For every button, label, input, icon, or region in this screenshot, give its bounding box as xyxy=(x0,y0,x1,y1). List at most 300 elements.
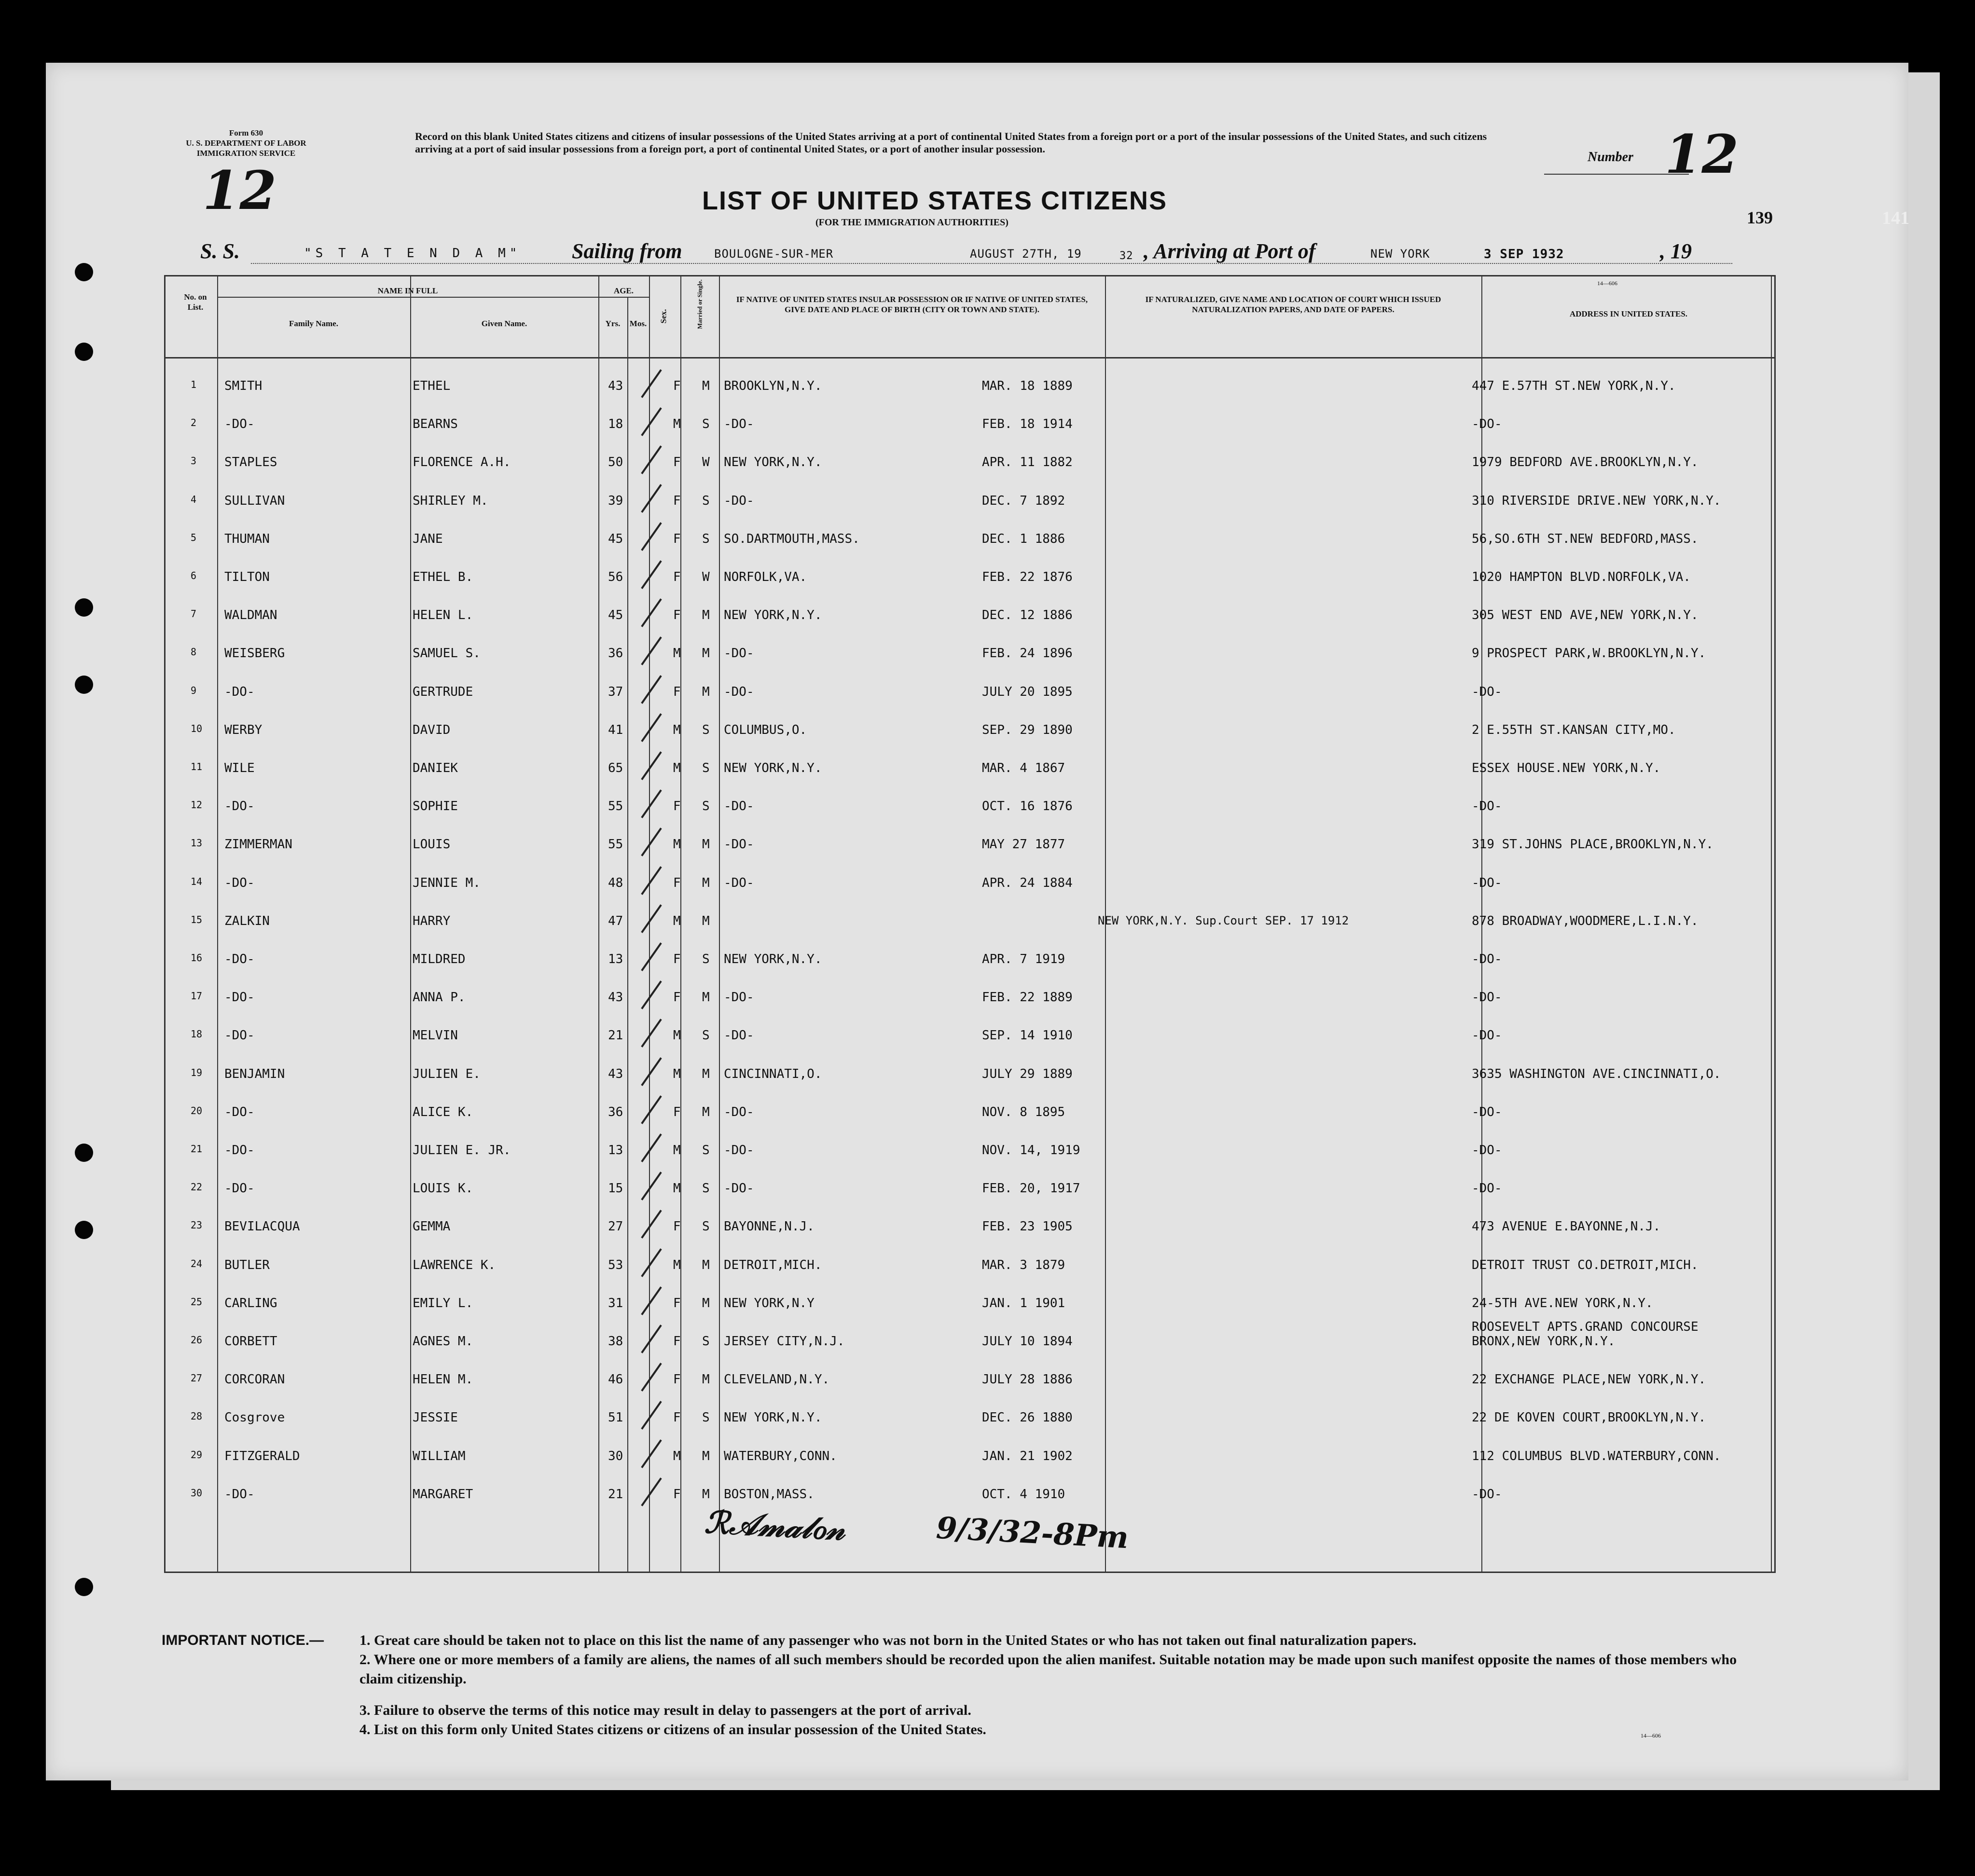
sex: M xyxy=(673,1448,681,1463)
birth-place: DETROIT,MICH. xyxy=(724,1257,822,1272)
row-number: 1 xyxy=(191,379,197,390)
row-number: 17 xyxy=(191,990,203,1002)
birth-date: FEB. 24 1896 xyxy=(982,646,1073,661)
table-row xyxy=(0,1219,1975,1257)
given-name: GEMMA xyxy=(413,1219,451,1234)
birth-place: CINCINNATI,O. xyxy=(724,1066,822,1081)
age-years: 43 xyxy=(608,990,623,1005)
family-name: CARLING xyxy=(224,1296,277,1310)
table-row xyxy=(0,1067,1975,1104)
number-value: 12 xyxy=(1665,123,1739,185)
row-number: 29 xyxy=(191,1448,203,1461)
us-address: 22 DE KOVEN COURT,BROOKLYN,N.Y. xyxy=(1472,1410,1706,1425)
age-years: 38 xyxy=(608,1334,623,1349)
marital-status: W xyxy=(702,455,710,470)
family-name: FITZGERALD xyxy=(224,1448,300,1463)
marital-status: M xyxy=(702,1372,710,1387)
marital-status: S xyxy=(702,1219,710,1234)
sex: F xyxy=(673,1372,681,1387)
age-years: 45 xyxy=(608,608,623,623)
sex: M xyxy=(673,722,681,737)
given-name: SAMUEL S. xyxy=(413,646,481,661)
row-number: 27 xyxy=(191,1372,203,1384)
family-name: ZIMMERMAN xyxy=(224,837,292,852)
us-address: DETROIT TRUST CO.DETROIT,MICH. xyxy=(1472,1257,1699,1272)
birth-place: CLEVELAND,N.Y. xyxy=(724,1372,830,1387)
us-address: 305 WEST END AVE,NEW YORK,N.Y. xyxy=(1472,608,1699,623)
inspector-signature: ℛ𝒜𝓂𝒶𝓁ℴ𝓃 xyxy=(704,1504,846,1548)
col-header-family: Family Name. xyxy=(289,319,338,328)
sex: F xyxy=(673,684,681,699)
age-years: 36 xyxy=(608,646,623,661)
sex: F xyxy=(673,1296,681,1310)
table-row xyxy=(0,952,1975,990)
marital-status: M xyxy=(702,1296,710,1310)
table-row xyxy=(0,1410,1975,1448)
sex: F xyxy=(673,455,681,470)
table-row xyxy=(0,417,1975,455)
family-name: -DO- xyxy=(224,1143,255,1158)
sex: M xyxy=(673,837,681,852)
row-number: 21 xyxy=(191,1143,203,1155)
family-name: WALDMAN xyxy=(224,608,277,623)
table-row xyxy=(0,532,1975,569)
row-number: 8 xyxy=(191,646,197,658)
col-header-birth: IF NATIVE OF UNITED STATES INSULAR POSSESSION OR IF NATIVE OF UNITED STATES, GIVE DATE AND PLACE OF BIRTH (CITY OR TOWN AND STATE). xyxy=(736,295,1088,314)
family-name: CORBETT xyxy=(224,1334,277,1349)
us-address: 2 E.55TH ST.KANSAN CITY,MO. xyxy=(1472,722,1676,737)
given-name: ALICE K. xyxy=(413,1104,473,1119)
age-years: 51 xyxy=(608,1410,623,1425)
family-name: THUMAN xyxy=(224,531,270,546)
row-number: 15 xyxy=(191,913,203,925)
birth-date: MAR. 18 1889 xyxy=(982,379,1073,393)
table-row xyxy=(0,1372,1975,1410)
us-address: 24-5TH AVE.NEW YORK,N.Y. xyxy=(1472,1296,1653,1310)
given-name: MILDRED xyxy=(413,952,466,966)
family-name: CORCORAN xyxy=(224,1372,285,1387)
birth-place: NEW YORK,N.Y. xyxy=(724,455,822,470)
marital-status: S xyxy=(702,1410,710,1425)
age-years: 18 xyxy=(608,417,623,432)
naturalization-info: NEW YORK,N.Y. Sup.Court SEP. 17 1912 xyxy=(1098,913,1349,927)
table-row xyxy=(0,1320,1975,1372)
notice-item-2: 2. Where one or more members of a family are aliens, the names of all such members should be recorded upon the alien manifest. Suitable notation may be made upon such manifest opposite the names of those members who claim citizenship. xyxy=(359,1652,1737,1687)
sex: F xyxy=(673,531,681,546)
table-row xyxy=(0,914,1975,952)
given-name: DAVID xyxy=(413,722,451,737)
given-name: EMILY L. xyxy=(413,1296,473,1310)
birth-date: NOV. 8 1895 xyxy=(982,1104,1065,1119)
punch-hole xyxy=(75,1578,93,1596)
col-header-name: NAME IN FULL xyxy=(377,286,438,295)
row-number: 28 xyxy=(191,1410,203,1422)
age-years: 55 xyxy=(608,799,623,814)
form-number: Form 630 xyxy=(229,128,263,138)
header-bottom-rule xyxy=(164,357,1776,359)
birth-date: DEC. 7 1892 xyxy=(982,493,1065,508)
family-name: -DO- xyxy=(224,1487,255,1502)
marital-status: M xyxy=(702,379,710,393)
table-row xyxy=(0,570,1975,607)
table-row xyxy=(0,1143,1975,1181)
ship-name: "S T A T E N D A M" xyxy=(304,246,521,261)
birth-date: APR. 24 1884 xyxy=(982,875,1073,890)
sailing-port: BOULOGNE-SUR-MER xyxy=(714,247,834,261)
sailing-underline xyxy=(251,263,1732,264)
row-number: 19 xyxy=(191,1066,203,1078)
given-name: SOPHIE xyxy=(413,799,458,814)
col-header-sex: Sex. xyxy=(659,309,668,324)
birth-place: -DO- xyxy=(724,1143,754,1158)
row-number: 26 xyxy=(191,1334,203,1346)
us-address: -DO- xyxy=(1472,799,1502,814)
col-header-naturalized: IF NATURALIZED, GIVE NAME AND LOCATION OF COURT WHICH ISSUED NATURALIZATION PAPERS, AND DATE OF PAPERS. xyxy=(1145,295,1441,314)
marital-status: M xyxy=(702,608,710,623)
print-code: 14—606 xyxy=(1597,280,1617,287)
birth-date: APR. 7 1919 xyxy=(982,952,1065,966)
birth-date: DEC. 12 1886 xyxy=(982,608,1073,623)
page-number-2: 141 xyxy=(1882,208,1909,228)
table-row xyxy=(0,799,1975,837)
birth-date: JAN. 21 1902 xyxy=(982,1448,1073,1463)
punch-hole xyxy=(75,343,93,361)
us-address: -DO- xyxy=(1472,1143,1502,1158)
age-years: 45 xyxy=(608,531,623,546)
us-address: -DO- xyxy=(1472,1104,1502,1119)
col-header-given: Given Name. xyxy=(481,319,527,328)
form-title: LIST OF UNITED STATES CITIZENS xyxy=(702,186,1167,215)
sex: F xyxy=(673,570,681,584)
row-number: 25 xyxy=(191,1296,203,1308)
marital-status: S xyxy=(702,417,710,432)
age-years: 36 xyxy=(608,1104,623,1119)
table-row xyxy=(0,1258,1975,1296)
sex: F xyxy=(673,1487,681,1502)
age-years: 30 xyxy=(608,1448,623,1463)
birth-date: FEB. 20, 1917 xyxy=(982,1181,1080,1196)
row-number: 14 xyxy=(191,875,203,887)
sex: F xyxy=(673,379,681,393)
marital-status: W xyxy=(702,570,710,584)
table-row xyxy=(0,1181,1975,1219)
birth-place: -DO- xyxy=(724,1028,754,1043)
birth-place: NEW YORK,N.Y xyxy=(724,1296,815,1310)
us-address: 3635 WASHINGTON AVE.CINCINNATI,O. xyxy=(1472,1066,1721,1081)
age-years: 21 xyxy=(608,1487,623,1502)
given-name: LOUIS K. xyxy=(413,1181,473,1196)
table-row xyxy=(0,837,1975,875)
age-years: 13 xyxy=(608,1143,623,1158)
marital-status: M xyxy=(702,990,710,1005)
age-years: 43 xyxy=(608,379,623,393)
form-subtitle: (FOR THE IMMIGRATION AUTHORITIES) xyxy=(815,217,1008,228)
marital-status: M xyxy=(702,646,710,661)
name-subheader-rule xyxy=(217,297,598,298)
birth-place: -DO- xyxy=(724,417,754,432)
age-years: 53 xyxy=(608,1257,623,1272)
age-years: 46 xyxy=(608,1372,623,1387)
family-name: SULLIVAN xyxy=(224,493,285,508)
row-number: 5 xyxy=(191,531,197,543)
row-number: 16 xyxy=(191,952,203,964)
sex: F xyxy=(673,799,681,814)
sailing-label: Sailing from xyxy=(572,239,682,263)
family-name: -DO- xyxy=(224,684,255,699)
age-years: 39 xyxy=(608,493,623,508)
row-number: 18 xyxy=(191,1028,203,1040)
row-number: 10 xyxy=(191,722,203,734)
arrival-date-stamp: 3 SEP 1932 xyxy=(1484,247,1564,262)
table-row xyxy=(0,1449,1975,1487)
row-number: 9 xyxy=(191,684,197,696)
col-header-mos: Mos. xyxy=(629,319,647,328)
sex: M xyxy=(673,417,681,432)
birth-place: JERSEY CITY,N.J. xyxy=(724,1334,845,1349)
birth-date: DEC. 26 1880 xyxy=(982,1410,1073,1425)
us-address: 878 BROADWAY,WOODMERE,L.I.N.Y. xyxy=(1472,913,1699,928)
row-number: 20 xyxy=(191,1104,203,1117)
marital-status: S xyxy=(702,761,710,775)
birth-date: MAR. 3 1879 xyxy=(982,1257,1065,1272)
given-name: JANE xyxy=(413,531,443,546)
family-name: Cosgrove xyxy=(224,1410,285,1425)
marital-status: S xyxy=(702,531,710,546)
family-name: WILE xyxy=(224,761,255,775)
marital-status: S xyxy=(702,1334,710,1349)
given-name: MELVIN xyxy=(413,1028,458,1043)
family-name: BENJAMIN xyxy=(224,1066,285,1081)
given-name: ETHEL B. xyxy=(413,570,473,584)
us-address: ROOSEVELT APTS.GRAND CONCOURSE BRONX,NEW YORK,N.Y. xyxy=(1472,1320,1699,1349)
sex: F xyxy=(673,1410,681,1425)
birth-date: FEB. 18 1914 xyxy=(982,417,1073,432)
birth-date: SEP. 29 1890 xyxy=(982,722,1073,737)
table-row xyxy=(0,1105,1975,1143)
col-header-address: ADDRESS IN UNITED STATES. xyxy=(1569,309,1688,318)
department-name: U. S. DEPARTMENT OF LABOR xyxy=(186,138,306,148)
age-years: 41 xyxy=(608,722,623,737)
marital-status: M xyxy=(702,1487,710,1502)
us-address: 447 E.57TH ST.NEW YORK,N.Y. xyxy=(1472,379,1676,393)
us-address: -DO- xyxy=(1472,1181,1502,1196)
birth-date: JAN. 1 1901 xyxy=(982,1296,1065,1310)
marital-status: M xyxy=(702,837,710,852)
marital-status: S xyxy=(702,952,710,966)
signature-date-note: 9/3/32-8Pm xyxy=(935,1510,1130,1556)
family-name: STAPLES xyxy=(224,455,277,470)
table-row xyxy=(0,646,1975,684)
birth-place: NEW YORK,N.Y. xyxy=(724,608,822,623)
given-name: ANNA P. xyxy=(413,990,466,1005)
birth-date: JULY 28 1886 xyxy=(982,1372,1073,1387)
sex: M xyxy=(673,646,681,661)
notice-item-3: 3. Failure to observe the terms of this notice may result in delay to passengers at the port of arrival. xyxy=(359,1702,971,1718)
col-header-no: No. on List. xyxy=(184,292,207,312)
sex: F xyxy=(673,1104,681,1119)
table-row xyxy=(0,494,1975,531)
birth-date: DEC. 1 1886 xyxy=(982,531,1065,546)
us-address: 56,SO.6TH ST.NEW BEDFORD,MASS. xyxy=(1472,531,1699,546)
us-address: -DO- xyxy=(1472,952,1502,966)
given-name: HELEN M. xyxy=(413,1372,473,1387)
us-address: ESSEX HOUSE.NEW YORK,N.Y. xyxy=(1472,761,1661,775)
family-name: -DO- xyxy=(224,990,255,1005)
marital-status: M xyxy=(702,1448,710,1463)
given-name: WILLIAM xyxy=(413,1448,466,1463)
us-address: -DO- xyxy=(1472,684,1502,699)
family-name: WEISBERG xyxy=(224,646,285,661)
table-row xyxy=(0,876,1975,913)
sex: M xyxy=(673,761,681,775)
us-address: 22 EXCHANGE PLACE,NEW YORK,N.Y. xyxy=(1472,1372,1706,1387)
birth-place: BROOKLYN,N.Y. xyxy=(724,379,822,393)
birth-place: -DO- xyxy=(724,1104,754,1119)
col-header-yrs: Yrs. xyxy=(605,319,621,328)
birth-date: JULY 20 1895 xyxy=(982,684,1073,699)
handwritten-number: 12 xyxy=(203,159,277,221)
us-address: 310 RIVERSIDE DRIVE.NEW YORK,N.Y. xyxy=(1472,493,1721,508)
birth-place: -DO- xyxy=(724,493,754,508)
age-years: 15 xyxy=(608,1181,623,1196)
marital-status: M xyxy=(702,1066,710,1081)
family-name: -DO- xyxy=(224,952,255,966)
marital-status: M xyxy=(702,875,710,890)
sex: F xyxy=(673,875,681,890)
marital-status: S xyxy=(702,1181,710,1196)
page-number-1: 139 xyxy=(1747,208,1773,227)
table-row xyxy=(0,379,1975,416)
age-years: 31 xyxy=(608,1296,623,1310)
marital-status: M xyxy=(702,1257,710,1272)
us-address: 112 COLUMBUS BLVD.WATERBURY,CONN. xyxy=(1472,1448,1721,1463)
age-years: 27 xyxy=(608,1219,623,1234)
form-instructions: Record on this blank United States citizens and citizens of insular possessions of the United States arriving at a port of continental United States from a foreign port or a port of the insular possessions of the United States, and such citizens arriving at a port of said insular possessions from a foreign port, a port of continental United States, or a port of another insular possession. xyxy=(415,130,1487,155)
family-name: TILTON xyxy=(224,570,270,584)
birth-place: NORFOLK,VA. xyxy=(724,570,807,584)
table-row xyxy=(0,608,1975,646)
marital-status: S xyxy=(702,1028,710,1043)
age-years: 47 xyxy=(608,913,623,928)
given-name: LOUIS xyxy=(413,837,451,852)
age-years: 55 xyxy=(608,837,623,852)
punch-hole xyxy=(75,263,93,281)
birth-place: -DO- xyxy=(724,990,754,1005)
sex: F xyxy=(673,1334,681,1349)
birth-date: MAR. 4 1867 xyxy=(982,761,1065,775)
birth-date: FEB. 23 1905 xyxy=(982,1219,1073,1234)
row-number: 12 xyxy=(191,799,203,811)
sailing-year: 32 xyxy=(1119,250,1133,262)
given-name: LAWRENCE K. xyxy=(413,1257,496,1272)
birth-place: NEW YORK,N.Y. xyxy=(724,952,822,966)
family-name: -DO- xyxy=(224,1181,255,1196)
given-name: HELEN L. xyxy=(413,608,473,623)
birth-place: NEW YORK,N.Y. xyxy=(724,1410,822,1425)
age-years: 65 xyxy=(608,761,623,775)
birth-place: -DO- xyxy=(724,837,754,852)
service-name: IMMIGRATION SERVICE xyxy=(196,149,296,158)
birth-place: SO.DARTMOUTH,MASS. xyxy=(724,531,860,546)
birth-place: COLUMBUS,O. xyxy=(724,722,807,737)
number-label: Number xyxy=(1588,150,1633,165)
birth-date: OCT. 4 1910 xyxy=(982,1487,1065,1502)
sex: M xyxy=(673,1143,681,1158)
year-suffix: , 19 xyxy=(1660,239,1692,263)
col-header-married: Married or Single. xyxy=(696,279,704,329)
sex: M xyxy=(673,913,681,928)
age-subheader-rule xyxy=(598,297,649,298)
family-name: -DO- xyxy=(224,799,255,814)
given-name: JULIEN E. JR. xyxy=(413,1143,511,1158)
us-address: 473 AVENUE E.BAYONNE,N.J. xyxy=(1472,1219,1661,1234)
col-header-age: AGE. xyxy=(613,286,634,295)
table-row xyxy=(0,1028,1975,1066)
birth-date: MAY 27 1877 xyxy=(982,837,1065,852)
age-years: 48 xyxy=(608,875,623,890)
arriving-label: , Arriving at Port of xyxy=(1144,239,1316,263)
table-row xyxy=(0,761,1975,799)
birth-place: -DO- xyxy=(724,684,754,699)
family-name: SMITH xyxy=(224,379,262,393)
birth-date: JULY 29 1889 xyxy=(982,1066,1073,1081)
given-name: ETHEL xyxy=(413,379,451,393)
us-address: -DO- xyxy=(1472,875,1502,890)
sex: M xyxy=(673,1181,681,1196)
given-name: DANIEK xyxy=(413,761,458,775)
birth-place: -DO- xyxy=(724,646,754,661)
family-name: -DO- xyxy=(224,875,255,890)
given-name: AGNES M. xyxy=(413,1334,473,1349)
row-number: 4 xyxy=(191,493,197,505)
table-row xyxy=(0,685,1975,722)
birth-date: OCT. 16 1876 xyxy=(982,799,1073,814)
birth-place: WATERBURY,CONN. xyxy=(724,1448,837,1463)
age-years: 13 xyxy=(608,952,623,966)
form-header xyxy=(174,128,318,158)
row-number: 2 xyxy=(191,417,197,429)
table-row xyxy=(0,723,1975,760)
family-name: -DO- xyxy=(224,1104,255,1119)
birth-date: FEB. 22 1876 xyxy=(982,570,1073,584)
row-number: 23 xyxy=(191,1219,203,1231)
us-address: 319 ST.JOHNS PLACE,BROOKLYN,N.Y. xyxy=(1472,837,1713,852)
sailing-date: AUGUST 27TH, 19 xyxy=(970,247,1082,261)
marital-status: S xyxy=(702,1143,710,1158)
birth-place: -DO- xyxy=(724,799,754,814)
sex: M xyxy=(673,1028,681,1043)
given-name: HARRY xyxy=(413,913,451,928)
us-address: 9 PROSPECT PARK,W.BROOKLYN,N.Y. xyxy=(1472,646,1706,661)
us-address: 1020 HAMPTON BLVD.NORFOLK,VA. xyxy=(1472,570,1691,584)
table-row xyxy=(0,455,1975,493)
given-name: JENNIE M. xyxy=(413,875,481,890)
birth-place: BOSTON,MASS. xyxy=(724,1487,815,1502)
family-name: -DO- xyxy=(224,417,255,432)
marital-status: S xyxy=(702,722,710,737)
family-name: -DO- xyxy=(224,1028,255,1043)
birth-place: -DO- xyxy=(724,875,754,890)
sex: F xyxy=(673,952,681,966)
age-years: 50 xyxy=(608,455,623,470)
arrival-port: NEW YORK xyxy=(1370,247,1430,261)
given-name: MARGARET xyxy=(413,1487,473,1502)
age-years: 43 xyxy=(608,1066,623,1081)
marital-status: S xyxy=(702,799,710,814)
notice-item-1: 1. Great care should be taken not to place on this list the name of any passenger who was not born in the United States or who has not taken out final naturalization papers. xyxy=(359,1632,1417,1648)
marital-status: M xyxy=(702,1104,710,1119)
row-number: 13 xyxy=(191,837,203,849)
